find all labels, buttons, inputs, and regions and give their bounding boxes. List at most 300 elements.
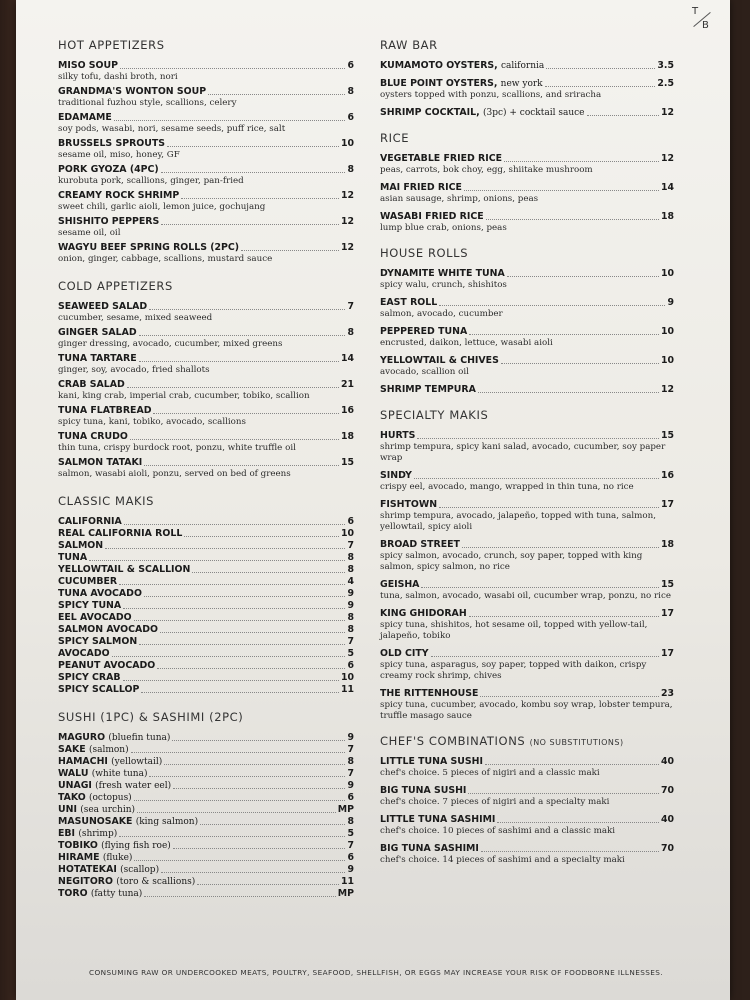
menu-item bbox=[58, 60, 354, 83]
menu-item-row bbox=[58, 576, 354, 588]
dot-leader bbox=[486, 219, 659, 220]
menu-item-price: 12 bbox=[340, 242, 354, 253]
menu-item-row bbox=[380, 384, 674, 396]
menu-item-row bbox=[58, 600, 354, 612]
menu-item-name: SHRIMP TEMPURA bbox=[380, 384, 476, 395]
menu-item-name: TUNA TARTARE bbox=[58, 353, 137, 364]
menu-item-description: spicy tuna, asparagus, soy paper, topped with daikon, crispy creamy rock shrimp, chives bbox=[380, 660, 647, 681]
menu-item-row bbox=[58, 876, 354, 888]
menu-item-row bbox=[58, 353, 354, 365]
menu-item-price: 9 bbox=[347, 864, 354, 875]
menu-item-description: chef's choice. 5 pieces of nigiri and a classic maki bbox=[380, 768, 600, 778]
menu-item bbox=[58, 353, 354, 376]
menu-item bbox=[58, 792, 354, 804]
menu-item-price: 8 bbox=[347, 164, 354, 175]
chefs-combinations-list bbox=[380, 756, 674, 866]
foodborne-illness-disclaimer: CONSUMING RAW OR UNDERCOOKED MEATS, POULTRY, SEAFOOD, SHELLFISH, OR EGGS MAY INCREASE YOUR RISK OF FOODBORNE ILLNESSES. bbox=[88, 968, 664, 977]
menu-item-row bbox=[58, 648, 354, 660]
dot-leader bbox=[139, 361, 339, 362]
menu-item bbox=[58, 431, 354, 454]
dot-leader bbox=[153, 413, 338, 414]
menu-item bbox=[380, 153, 674, 176]
menu-item bbox=[58, 852, 354, 864]
dot-leader bbox=[192, 572, 345, 573]
dot-leader bbox=[105, 548, 345, 549]
menu-item-description: chef's choice. 14 pieces of sashimi and a specialty maki bbox=[380, 855, 625, 865]
menu-item-row bbox=[58, 588, 354, 600]
menu-item-name: HURTS bbox=[380, 430, 416, 441]
dot-leader bbox=[112, 656, 346, 657]
menu-item-name: EBI bbox=[58, 828, 76, 839]
menu-item-price: 40 bbox=[660, 756, 674, 767]
menu-item-row bbox=[58, 636, 354, 648]
menu-item-name: TUNA CRUDO bbox=[58, 431, 128, 442]
menu-item-row bbox=[380, 355, 674, 367]
menu-item-price: 70 bbox=[660, 843, 674, 854]
menu-item-price: 10 bbox=[660, 326, 674, 337]
menu-item-price: 8 bbox=[347, 86, 354, 97]
menu-item-name: SHRIMP COCKTAIL, bbox=[380, 107, 480, 118]
menu-item-row bbox=[58, 216, 354, 228]
menu-item-name: WASABI FRIED RICE bbox=[380, 211, 484, 222]
dot-leader bbox=[497, 822, 659, 823]
dot-leader bbox=[123, 608, 345, 609]
menu-item-price: 7 bbox=[347, 840, 354, 851]
menu-item bbox=[380, 211, 674, 234]
menu-item-row bbox=[380, 756, 674, 768]
menu-item-row bbox=[380, 211, 674, 223]
menu-item-description: ginger, soy, avocado, fried shallots bbox=[58, 365, 210, 375]
menu-item-row bbox=[58, 516, 354, 528]
menu-item-price: 2.5 bbox=[657, 78, 674, 89]
menu-item-description: asian sausage, shrimp, onions, peas bbox=[380, 194, 539, 204]
dot-leader bbox=[149, 776, 345, 777]
menu-item-subtitle: new york bbox=[500, 79, 543, 89]
menu-item-price: 10 bbox=[340, 672, 354, 683]
menu-item-subtitle: (flying fish roe) bbox=[101, 841, 171, 851]
menu-item bbox=[380, 384, 674, 396]
menu-item-row bbox=[380, 843, 674, 855]
menu-item bbox=[380, 499, 674, 533]
menu-item-name: THE RITTENHOUSE bbox=[380, 688, 479, 699]
menu-item bbox=[58, 672, 354, 684]
dot-leader bbox=[161, 224, 339, 225]
menu-item-price: 17 bbox=[660, 648, 674, 659]
section-title-raw-bar: RAW BAR bbox=[380, 38, 438, 52]
menu-item-subtitle: (sea urchin) bbox=[80, 805, 136, 815]
menu-item bbox=[58, 636, 354, 648]
menu-item-row bbox=[380, 297, 674, 309]
menu-item-name: NEGITORO bbox=[58, 876, 113, 887]
menu-item bbox=[380, 297, 674, 320]
menu-item-price: 3.5 bbox=[657, 60, 674, 71]
menu-item-description: spicy tuna, shishitos, hot sesame oil, topped with yellow-tail, jalapeño, tobiko bbox=[380, 620, 648, 641]
menu-item-price: 11 bbox=[340, 684, 354, 695]
menu-item-price: 8 bbox=[347, 327, 354, 338]
menu-item-row bbox=[58, 816, 354, 828]
menu-item-name: SHISHITO PEPPERS bbox=[58, 216, 160, 227]
menu-item-price: 12 bbox=[340, 190, 354, 201]
menu-item bbox=[380, 78, 674, 101]
menu-item-name: FISHTOWN bbox=[380, 499, 438, 510]
dot-leader bbox=[485, 764, 659, 765]
menu-item-price: 10 bbox=[340, 138, 354, 149]
menu-item-price: 8 bbox=[347, 552, 354, 563]
menu-item bbox=[380, 430, 674, 464]
menu-item bbox=[58, 528, 354, 540]
menu-item-description: traditional fuzhou style, scallions, celery bbox=[58, 98, 237, 108]
menu-item bbox=[58, 552, 354, 564]
menu-item-price: 12 bbox=[660, 384, 674, 395]
menu-item bbox=[380, 326, 674, 349]
menu-item-description: avocado, scallion oil bbox=[380, 367, 469, 377]
menu-item-row bbox=[380, 326, 674, 338]
menu-item-name: UNAGI bbox=[58, 780, 92, 791]
menu-item-price: 8 bbox=[347, 564, 354, 575]
classic-makis-list bbox=[58, 516, 354, 696]
menu-item-row bbox=[58, 732, 354, 744]
menu-item-name: SPICY SCALLOP bbox=[58, 684, 140, 695]
house-rolls-list bbox=[380, 268, 674, 396]
menu-item-price: 15 bbox=[660, 430, 674, 441]
dot-leader bbox=[481, 851, 659, 852]
menu-item-row bbox=[58, 864, 354, 876]
menu-item-row bbox=[380, 153, 674, 165]
menu-item-description: spicy salmon, avocado, crunch, soy paper, topped with king salmon, spicy salmon, no rice bbox=[380, 551, 643, 572]
menu-item-name: EDAMAME bbox=[58, 112, 112, 123]
logo-letter-top: T bbox=[692, 6, 699, 17]
menu-item-description: salmon, wasabi aioli, ponzu, served on bed of greens bbox=[58, 469, 291, 479]
menu-item-name: UNI bbox=[58, 804, 77, 815]
menu-item-row bbox=[380, 648, 674, 660]
menu-item-name: MASUNOSAKE bbox=[58, 816, 133, 827]
menu-item-price: 12 bbox=[340, 216, 354, 227]
specialty-makis-list bbox=[380, 430, 674, 722]
menu-item-price: 16 bbox=[660, 470, 674, 481]
section-title-house-rolls: HOUSE ROLLS bbox=[380, 246, 469, 260]
menu-item-price: 23 bbox=[660, 688, 674, 699]
menu-item-price: 8 bbox=[347, 624, 354, 635]
dot-leader bbox=[478, 392, 659, 393]
menu-item-row bbox=[380, 688, 674, 700]
menu-item bbox=[58, 588, 354, 600]
dot-leader bbox=[439, 507, 659, 508]
menu-item bbox=[58, 86, 354, 109]
menu-item-price: 6 bbox=[347, 852, 354, 863]
menu-item-price: 4 bbox=[347, 576, 354, 587]
menu-item-price: 11 bbox=[340, 876, 354, 887]
dot-leader bbox=[197, 884, 339, 885]
menu-item-name: CALIFORNIA bbox=[58, 516, 122, 527]
menu-item-name: LITTLE TUNA SUSHI bbox=[380, 756, 483, 767]
dot-leader bbox=[134, 800, 346, 801]
menu-item-price: 6 bbox=[347, 660, 354, 671]
menu-item-description: silky tofu, dashi broth, nori bbox=[58, 72, 178, 82]
menu-item bbox=[58, 828, 354, 840]
menu-item-name: MAGURO bbox=[58, 732, 106, 743]
dot-leader bbox=[134, 860, 345, 861]
hot-appetizers-list bbox=[58, 60, 354, 265]
dot-leader bbox=[546, 68, 655, 69]
chefs-combinations-note: (NO SUBSTITUTIONS) bbox=[529, 738, 624, 747]
menu-item-price: 14 bbox=[340, 353, 354, 364]
dot-leader bbox=[131, 752, 346, 753]
menu-item bbox=[58, 888, 354, 900]
menu-item-name: OLD CITY bbox=[380, 648, 429, 659]
menu-item-name: BRUSSELS SPROUTS bbox=[58, 138, 166, 149]
menu-item-row bbox=[58, 828, 354, 840]
menu-item-description: thin tuna, crispy burdock root, ponzu, white truffle oil bbox=[58, 443, 296, 453]
menu-item-row bbox=[58, 112, 354, 124]
dot-leader bbox=[134, 620, 346, 621]
menu-item-name: AVOCADO bbox=[58, 648, 110, 659]
dot-leader bbox=[144, 596, 346, 597]
menu-item-row bbox=[58, 405, 354, 417]
menu-item bbox=[58, 600, 354, 612]
menu-item-row bbox=[58, 457, 354, 469]
menu-item-price: 17 bbox=[660, 499, 674, 510]
menu-item-price: 9 bbox=[347, 588, 354, 599]
menu-item-subtitle: (scallop) bbox=[120, 865, 160, 875]
menu-item bbox=[58, 780, 354, 792]
menu-item-row bbox=[380, 60, 674, 72]
menu-item-row bbox=[58, 840, 354, 852]
menu-item bbox=[58, 564, 354, 576]
dot-leader bbox=[89, 560, 345, 561]
menu-item-description: tuna, salmon, avocado, wasabi oil, cucumber wrap, ponzu, no rice bbox=[380, 591, 671, 601]
menu-item bbox=[58, 112, 354, 135]
dot-leader bbox=[157, 668, 345, 669]
menu-item bbox=[58, 457, 354, 480]
menu-item bbox=[58, 660, 354, 672]
menu-item-name: BIG TUNA SASHIMI bbox=[380, 843, 479, 854]
menu-item-price: 6 bbox=[347, 792, 354, 803]
menu-item-description: lump blue crab, onions, peas bbox=[380, 223, 507, 233]
menu-item-row bbox=[380, 470, 674, 482]
menu-item bbox=[380, 579, 674, 602]
dot-leader bbox=[464, 190, 659, 191]
section-title-hot-appetizers: HOT APPETIZERS bbox=[58, 38, 165, 52]
menu-item-subtitle: (fluke) bbox=[102, 853, 133, 863]
menu-item-subtitle: (octopus) bbox=[89, 793, 132, 803]
menu-item bbox=[58, 516, 354, 528]
menu-item-row bbox=[58, 852, 354, 864]
dot-leader bbox=[144, 896, 335, 897]
menu-item-name: WAGYU BEEF SPRING ROLLS (2PC) bbox=[58, 242, 240, 253]
menu-item-name: GRANDMA'S WONTON SOUP bbox=[58, 86, 207, 97]
menu-item-subtitle: (bluefin tuna) bbox=[108, 733, 171, 743]
menu-item-name: WALU bbox=[58, 768, 89, 779]
menu-item-price: 9 bbox=[347, 732, 354, 743]
menu-item bbox=[58, 405, 354, 428]
menu-item-name: KUMAMOTO OYSTERS, bbox=[380, 60, 498, 71]
menu-item-subtitle: (shrimp) bbox=[78, 829, 118, 839]
dot-leader bbox=[120, 68, 345, 69]
dot-leader bbox=[184, 536, 339, 537]
menu-item bbox=[58, 216, 354, 239]
menu-item bbox=[58, 379, 354, 402]
section-title-rice: RICE bbox=[380, 131, 410, 145]
menu-item-name: VEGETABLE FRIED RICE bbox=[380, 153, 503, 164]
menu-item-name: TUNA FLATBREAD bbox=[58, 405, 152, 416]
menu-item-price: 14 bbox=[660, 182, 674, 193]
menu-item-subtitle: (fresh water eel) bbox=[95, 781, 172, 791]
menu-item-description: peas, carrots, bok choy, egg, shiitake mushroom bbox=[380, 165, 593, 175]
menu-item-price: 70 bbox=[660, 785, 674, 796]
menu-item-name: TORO bbox=[58, 888, 88, 899]
menu-item-price: 40 bbox=[660, 814, 674, 825]
menu-item-name: MAI FRIED RICE bbox=[380, 182, 462, 193]
dot-leader bbox=[173, 848, 346, 849]
menu-item bbox=[58, 540, 354, 552]
menu-item-price: 10 bbox=[660, 355, 674, 366]
menu-item-description: onion, ginger, cabbage, scallions, mustard sauce bbox=[58, 254, 273, 264]
menu-item-description: encrusted, daikon, lettuce, wasabi aioli bbox=[380, 338, 553, 348]
menu-item bbox=[58, 648, 354, 660]
menu-item bbox=[58, 190, 354, 213]
dot-leader bbox=[139, 335, 346, 336]
menu-item-row bbox=[58, 190, 354, 202]
menu-item-description: spicy tuna, cucumber, avocado, kombu soy wrap, lobster tempura, truffle masago sauce bbox=[380, 700, 673, 721]
menu-item bbox=[58, 744, 354, 756]
menu-item-name: TUNA AVOCADO bbox=[58, 588, 142, 599]
menu-item-description: spicy tuna, kani, tobiko, avocado, scallions bbox=[58, 417, 246, 427]
menu-item-description: sesame oil, oil bbox=[58, 228, 121, 238]
menu-item bbox=[380, 814, 674, 837]
menu-item bbox=[58, 876, 354, 888]
menu-item-price: 18 bbox=[340, 431, 354, 442]
menu-item-name: HAMACHI bbox=[58, 756, 108, 767]
menu-item-description: chef's choice. 7 pieces of nigiri and a specialty maki bbox=[380, 797, 610, 807]
chefs-combinations-title: CHEF'S COMBINATIONS bbox=[380, 734, 526, 748]
menu-item bbox=[380, 107, 674, 119]
menu-item-row bbox=[58, 552, 354, 564]
menu-item-price: 7 bbox=[347, 744, 354, 755]
dot-leader bbox=[164, 764, 345, 765]
menu-item-row bbox=[58, 431, 354, 443]
menu-item-row bbox=[58, 624, 354, 636]
menu-item-price: 15 bbox=[660, 579, 674, 590]
menu-item-price: 8 bbox=[347, 756, 354, 767]
raw-bar-list bbox=[380, 60, 674, 119]
menu-item-row bbox=[58, 672, 354, 684]
menu-item-price: 12 bbox=[660, 107, 674, 118]
dot-leader bbox=[144, 465, 339, 466]
dot-leader bbox=[160, 632, 346, 633]
menu-item-description: sweet chili, garlic aioli, lemon juice, gochujang bbox=[58, 202, 266, 212]
dot-leader bbox=[200, 824, 345, 825]
dot-leader bbox=[545, 86, 656, 87]
menu-item-row bbox=[58, 660, 354, 672]
menu-item-price: 6 bbox=[347, 112, 354, 123]
menu-item bbox=[380, 60, 674, 72]
menu-item bbox=[380, 785, 674, 808]
left-column bbox=[58, 28, 354, 900]
dot-leader bbox=[469, 334, 659, 335]
menu-item-row bbox=[58, 327, 354, 339]
menu-item-description: cucumber, sesame, mixed seaweed bbox=[58, 313, 213, 323]
menu-item-name: SALMON TATAKI bbox=[58, 457, 143, 468]
menu-item bbox=[58, 138, 354, 161]
dot-leader bbox=[161, 172, 346, 173]
menu-item-price: 6 bbox=[347, 60, 354, 71]
menu-item-subtitle: (fatty tuna) bbox=[90, 889, 143, 899]
menu-item bbox=[380, 470, 674, 493]
menu-item bbox=[58, 164, 354, 187]
section-title-specialty-makis: SPECIALTY MAKIS bbox=[380, 408, 489, 422]
section-title-chefs-combinations bbox=[380, 734, 674, 748]
menu-item-description: sesame oil, miso, honey, GF bbox=[58, 150, 180, 160]
cold-appetizers-list bbox=[58, 301, 354, 480]
menu-item-name: SEAWEED SALAD bbox=[58, 301, 148, 312]
menu-item-description: shrimp tempura, spicy kani salad, avocado, cucumber, soy paper wrap bbox=[380, 442, 666, 463]
dot-leader bbox=[469, 616, 659, 617]
section-title-classic-makis: CLASSIC MAKIS bbox=[58, 494, 155, 508]
menu-item-name: EAST ROLL bbox=[380, 297, 438, 308]
dot-leader bbox=[208, 94, 345, 95]
menu-item-row bbox=[58, 780, 354, 792]
section-title-cold-appetizers: COLD APPETIZERS bbox=[58, 279, 173, 293]
menu-item-row bbox=[58, 684, 354, 696]
menu-item-description: shrimp tempura, avocado, jalapeño, topped with tuna, salmon, yellowtail, spicy aioli bbox=[380, 511, 656, 532]
menu-item-row bbox=[58, 756, 354, 768]
dot-leader bbox=[417, 438, 659, 439]
menu-item bbox=[58, 612, 354, 624]
menu-item-name: PEPPERED TUNA bbox=[380, 326, 468, 337]
menu-item bbox=[58, 840, 354, 852]
menu-item-row bbox=[58, 164, 354, 176]
menu-item-price: 8 bbox=[347, 612, 354, 623]
menu-item-name: BROAD STREET bbox=[380, 539, 460, 550]
menu-item-price: 6 bbox=[347, 516, 354, 527]
dot-leader bbox=[439, 305, 665, 306]
menu-item-price: 9 bbox=[667, 297, 674, 308]
dot-leader bbox=[462, 547, 659, 548]
menu-item-name: BLUE POINT OYSTERS, bbox=[380, 78, 498, 89]
dot-leader bbox=[139, 644, 345, 645]
right-column bbox=[380, 28, 674, 872]
menu-item-description: spicy walu, crunch, shishitos bbox=[380, 280, 507, 290]
dot-leader bbox=[431, 656, 659, 657]
menu-item-name: KING GHIDORAH bbox=[380, 608, 467, 619]
menu-item-row bbox=[380, 785, 674, 797]
menu-item-name: BIG TUNA SUSHI bbox=[380, 785, 467, 796]
menu-item-name: REAL CALIFORNIA ROLL bbox=[58, 528, 183, 539]
menu-item-row bbox=[380, 182, 674, 194]
dot-leader bbox=[504, 161, 659, 162]
menu-item-name: DYNAMITE WHITE TUNA bbox=[380, 268, 505, 279]
tb-logo bbox=[688, 6, 716, 34]
menu-item-price: 21 bbox=[340, 379, 354, 390]
menu-item-row bbox=[58, 768, 354, 780]
menu-item-price: 10 bbox=[660, 268, 674, 279]
dot-leader bbox=[127, 387, 339, 388]
menu-item bbox=[380, 648, 674, 682]
menu-item bbox=[380, 182, 674, 205]
rice-list bbox=[380, 153, 674, 234]
menu-item-price: 18 bbox=[660, 211, 674, 222]
menu-item-price: MP bbox=[337, 888, 354, 899]
menu-item-description: soy pods, wasabi, nori, sesame seeds, puff rice, salt bbox=[58, 124, 286, 134]
menu-item bbox=[380, 688, 674, 722]
menu-item-row bbox=[58, 528, 354, 540]
menu-item-name: CREAMY ROCK SHRIMP bbox=[58, 190, 180, 201]
menu-item-subtitle: (white tuna) bbox=[91, 769, 148, 779]
menu-item-price: 9 bbox=[347, 600, 354, 611]
menu-item-row bbox=[380, 579, 674, 591]
menu-item bbox=[58, 327, 354, 350]
dot-leader bbox=[149, 309, 345, 310]
